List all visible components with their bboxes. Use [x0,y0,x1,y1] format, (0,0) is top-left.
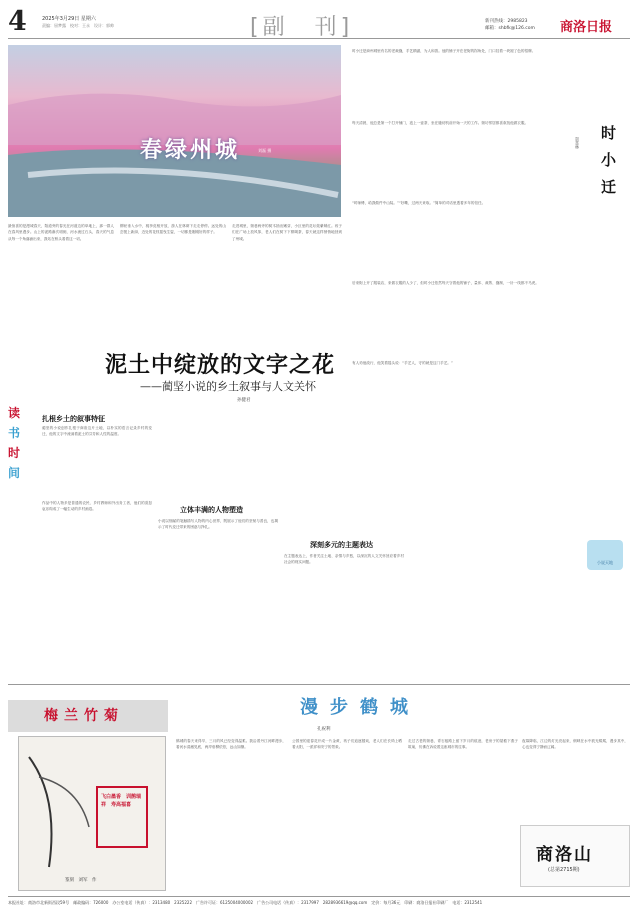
column-body: “时师傅，给我做件中山装。”“好嘞，过两天来取。”简单的对话里透着多年的信任。 [352,201,486,205]
reading-badge [8,403,38,498]
issue-date: 2025年3月29日 星期六 [42,16,96,22]
contact-email: 邮箱：shbfk@126.com [485,26,535,31]
column-title: 时小迁 [599,125,617,206]
essay-section-heading: 立体丰满的人物塑造 [180,506,243,514]
seal-artwork [19,737,167,892]
column-body: 时小迁是商州城里有名的老裁缝，手艺精湛，为人和善。他的铺子开在老街的拐角处，门口挂着一块褪了色的招牌。 [352,49,536,53]
manbu-column: 公园里的迎春花开成一片金黄，孩子们追逐嬉戏，老人们在长椅上晒着太阳，一派祥和安宁的景象。 [292,739,402,750]
essay-author: 孙健君 [237,398,251,403]
reading-badge-char: 时 [8,446,21,460]
contact-hotline: 新刊热线：2985823 [485,19,528,24]
manbu-column: 鹤城的春天来得早，三月的风已经变得温柔。我沿着丹江河畔漫步，看河水清澈见底，两岸垂柳依依，远山如黛。 [176,739,286,750]
essay-title: 泥土中绽放的文字之花 [105,352,336,378]
photo-credit: 刘磊 摄 [258,148,272,153]
footer: 本报社址：商洛市北新街西段59号 邮政编码：726000 办公室电话（传真）：2313480 2325222 广告许可证：6125004000002 广告公司电话（传真）：2317997 2828936619@qq.com 定价：每月36元 印刷：商洛日报社印刷厂 电话：2312541 [8,900,483,905]
editorial-staff: 责编：屈梦露 校对：王永 设计：郭帅 [42,23,114,28]
photo-title: 春绿州城 [140,137,241,163]
page-number: 4 [8,6,27,37]
painting-caption: 篆刻 刘军 作 [65,878,97,883]
reading-badge-char: 读 [8,406,21,420]
header-rule [8,38,630,39]
seal-text: 飞白墨香 训鹊瑞祥 寿高福喜 [101,794,142,808]
essay1-column: 最惊喜的是漫城春天，陌道旁的春光在河道边的草地上，那一群人在春风里漫步。山上的泥路渐次明朗，河水流过石头，春天的气息从每一个角落涌出来，我站在桥头看着这一切。 [8,224,114,241]
manbu-column: 夜幕降临，江边的灯光亮起来，倒映在水中波光粼粼，漫步其中，心也变得宁静而辽阔。 [522,739,628,750]
ad-title: 商洛山 [536,845,593,865]
column-author: 贺喜林 [575,137,580,149]
essay-subtitle: ——蔺坚小说的乡土叙事与人文关怀 [140,380,316,393]
column-body: 每天清晨，他总是第一个打开铺门，泡上一壶茶，坐在缝纫机前开始一天的工作。街坊邻居都喜欢找他做衣服。 [352,121,529,125]
column-body: 有人劝他改行，他笑着摇头说：“手艺人，守的就是这门手艺。” [352,361,453,365]
essay2-column: 蔺坚的小说创作扎根于商洛这片土地，以朴实的语言记录乡村的变迁，他的文字中流淌着泥土的芬芳和人性的温度。 [42,426,152,437]
essay1-column: 走进城里，街巷两旁的树木抽出嫩芽，小区里的花坛姹紫嫣红。孩子们在广场上放风筝，老人们在树下下棋喝茶，春天就这样悄悄地回到了州城。 [232,224,342,241]
ad-subtitle: (总第2715期) [548,867,580,873]
manbu-column: 走过古老的街巷，青石板路上留下岁月的痕迹，老房子的屋檐下燕子筑巢，仿佛在诉说着这座城市的往事。 [408,739,518,750]
manbu-author: 孔祝利 [317,727,331,732]
essay-section-heading: 扎根乡土的叙事特征 [42,415,105,423]
feature-photo [8,45,341,217]
reading-badge-char: 间 [8,466,21,480]
manbu-title: 漫步鹤城 [300,697,420,718]
section-title: [副 刊] [250,15,354,40]
contact-info [485,18,543,32]
column-body: 后来街上开了服装店，来做衣服的人少了，但时小迁依然每天守着他的铺子，量体、裁剪、缝制，一针一线都不马虎。 [352,281,539,285]
section-rule [8,684,630,685]
seal-painting [18,736,166,891]
essay2-column: 小说以细腻的笔触描写人物的内心世界，既展示了他们的坚韧与善良，也揭示了时代变迁带来的困惑与挣扎。 [158,519,278,530]
footer-rule [8,896,630,897]
newspaper-logo: 商洛日报 [560,20,613,35]
reading-badge-char: 书 [8,426,21,440]
column-badge [587,540,623,570]
landscape-illustration [8,45,341,217]
essay2-column: 在主题表达上，作者关注土地、亲情与乡愁，以深沉的人文关怀回应着乡村社会的现实问题。 [284,554,404,565]
essay-section-heading: 深刻多元的主题表达 [310,541,373,549]
painting-title: 梅兰竹菊 [44,708,124,724]
column-badge-label: 小说天地 [597,560,613,565]
essay1-column: 柳丝垂入水中，桃李竞相开放，游人在林荫下走走停停。远处的山峦披上新绿，近处的花枝摇曳生姿，一切都是刚刚好的样子。 [120,224,226,235]
essay2-column: 作品中的人物多是普通的农民、乡村教师和外出务工者，他们的喜怒哀乐构成了一幅生动的乡村画卷。 [42,501,152,512]
